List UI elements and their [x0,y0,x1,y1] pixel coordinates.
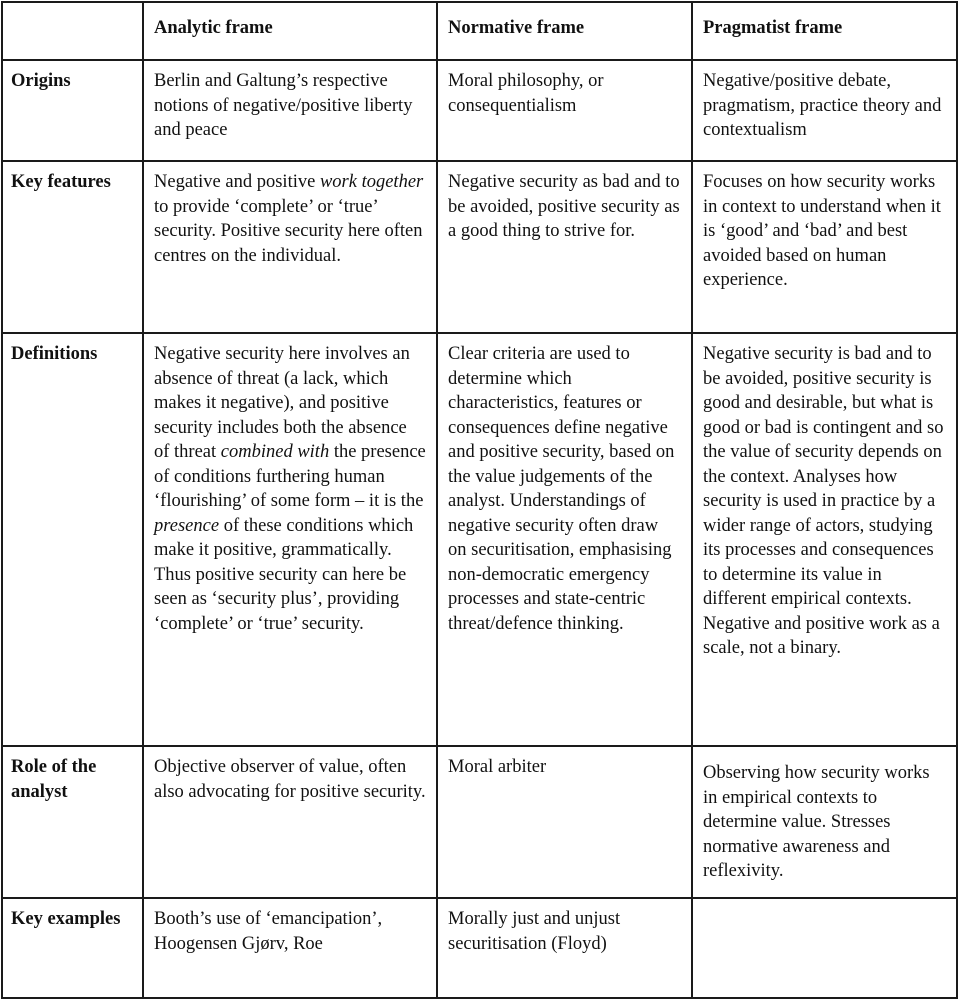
cell-origins-normative: Moral philosophy, or consequentialism [437,60,692,161]
cell-examples-pragmatist [692,898,957,998]
cell-definitions-analytic [143,333,437,746]
text-run: of these conditions which make it positive, grammatically. Thus positive security can here be seen as ‘security plus’, providing ‘complete’ or ‘true’ security. [154,515,414,634]
corner-cell [2,2,143,60]
header-row [2,2,957,60]
row-label-origins: Origins [2,60,143,161]
text-run: the presence of conditions furthering human ‘flourishing’ of some form – it is the [154,442,426,511]
table-row-key-examples [2,898,957,998]
table-row-key-features [2,161,957,333]
cell-origins-pragmatist: Negative/positive debate, pragmatism, practice theory and contextualism [692,60,957,161]
row-label-role-of-analyst: Role of the analyst [2,746,143,898]
header-pragmatist: Pragmatist frame [692,2,957,60]
cell-origins-analytic: Berlin and Galtung’s respective notions of negative/positive liberty and peace [143,60,437,161]
frames-comparison-table [1,1,958,999]
cell-examples-normative: Morally just and unjust securitisation (Floyd) [437,898,692,998]
row-label-key-examples: Key examples [2,898,143,998]
table-row-role-of-analyst [2,746,957,898]
cell-role-analytic: Objective observer of value, often also advocating for positive security. [143,746,437,898]
text-run: to provide ‘complete’ or ‘true’ security. Positive security here often centres on the individual. [154,196,423,266]
text-run: Negative and positive [154,172,320,192]
row-label-definitions: Definitions [2,333,143,746]
emphasis-text: presence [154,515,220,536]
cell-role-normative: Moral arbiter [437,746,692,898]
cell-definitions-normative: Clear criteria are used to determine which characteristics, features or consequences define negative and positive security, based on the value judgements of the analyst. Understandings of negative security often draw on securitisation, emphasising non-democratic emergency processes and state-centric threat/defence thinking. [437,333,692,746]
cell-examples-analytic: Booth’s use of ‘emancipation’, Hoogensen Gjørv, Roe [143,898,437,998]
header-analytic: Analytic frame [143,2,437,60]
cell-role-pragmatist: Observing how security works in empirical contexts to determine value. Stresses normative awareness and reflexivity. [692,746,957,898]
row-label-key-features: Key features [2,161,143,333]
text-run: Negative security here involves an absence of threat (a lack, which makes it negative), and positive security includes both the absence of threat [154,344,410,462]
cell-key-features-analytic [143,161,437,333]
emphasis-text: combined with [220,442,330,462]
cell-key-features-pragmatist: Focuses on how security works in context to understand when it is ‘good’ and ‘bad’ and best avoided based on human experience. [692,161,957,333]
cell-definitions-pragmatist: Negative security is bad and to be avoided, positive security is good and desirable, but what is good or bad is contingent and so the value of security depends on the context. Analyses how security is used in practice by a wider range of actors, studying its processes and consequences to determine its value in different empirical contexts. Negative and positive work as a scale, not a binary. [692,333,957,746]
emphasis-text: work together [319,172,424,192]
table-row-definitions [2,333,957,746]
cell-key-features-normative: Negative security as bad and to be avoided, positive security as a good thing to strive for. [437,161,692,333]
table-row-origins [2,60,957,161]
header-normative: Normative frame [437,2,692,60]
